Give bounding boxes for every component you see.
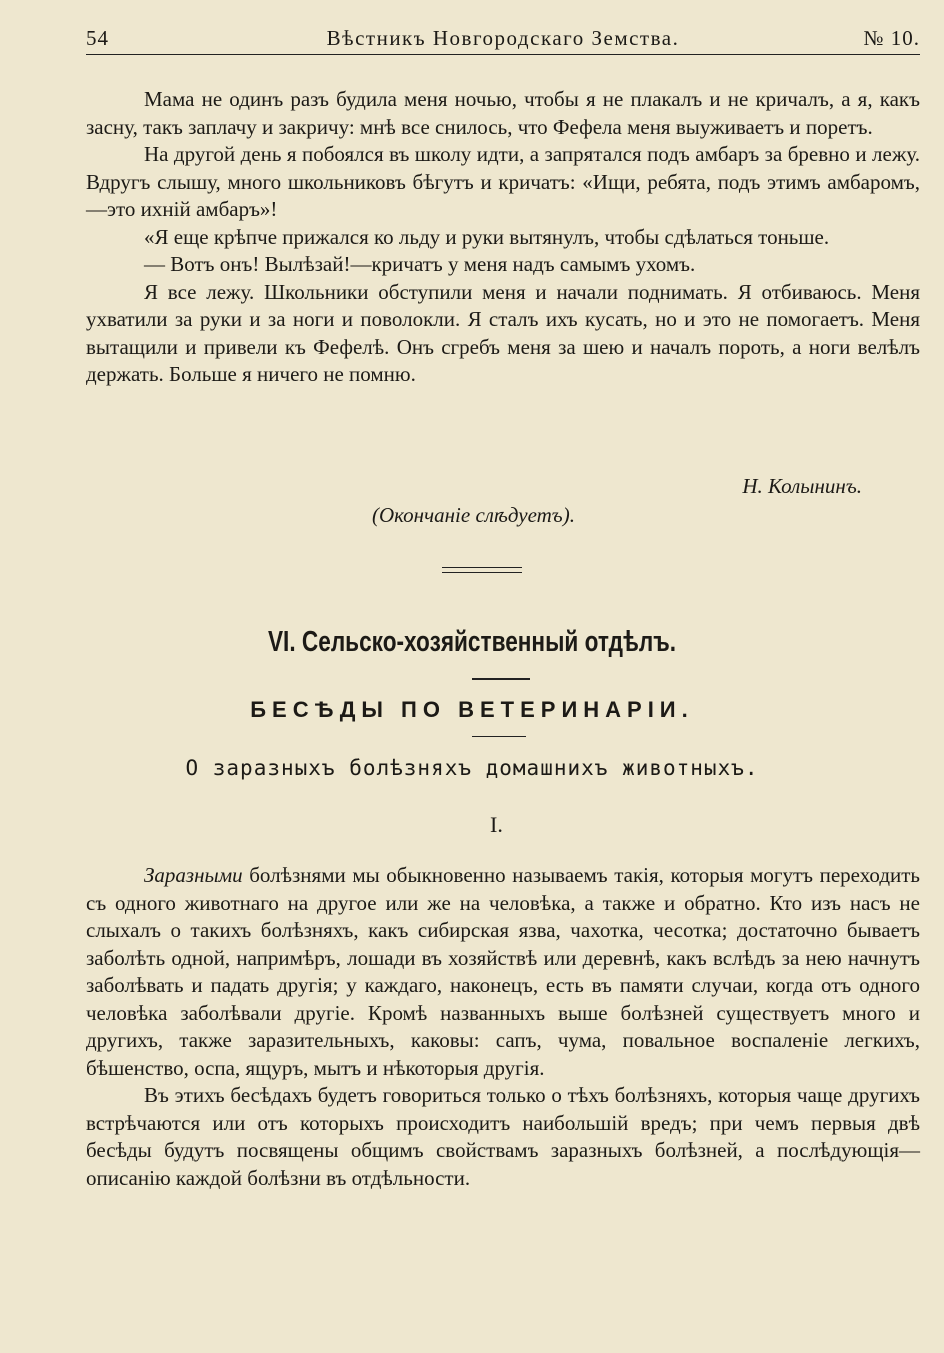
article-title: О заразныхъ болѣзняхъ домашнихъ животныхъ. (185, 756, 759, 780)
subsection-title: БЕСѢДЫ ПО ВЕТЕРИНАРІИ. (250, 697, 694, 722)
page-number: 54 (86, 26, 109, 50)
paragraph-text: болѣзнями мы обыкновенно называемъ такія, которыя могутъ переходить съ одного животнаго на другое или же на человѣка, а также и обратно. Кто изъ насъ не слыхалъ о такихъ болѣзняхъ, какъ сибирская язва, чахотка, чесотка; достаточно бываетъ заболѣть одной, напримѣръ, лошади въ хозяйствѣ или деревнѣ, какъ вслѣдъ за нею начнутъ заболѣвать и падать другія; у каждаго, наконецъ, есть въ памяти случаи, когда отъ одного человѣка заболѣвали другіе. Кромѣ названныхъ выше болѣзней существуетъ много и другихъ, также заразительныхъ, каковы: сапъ, чума, повальное воспаленіе легкихъ, бѣшенство, оспа, ящуръ, мытъ и нѣкоторыя другія. (86, 863, 920, 1080)
part-number: I. (490, 812, 503, 837)
header-rule (86, 54, 920, 55)
paragraph (86, 862, 920, 1082)
article-text (86, 862, 920, 1192)
author-signature: Н. Колынинъ. (742, 474, 862, 498)
double-divider (442, 567, 522, 573)
subsection-rule (472, 736, 526, 737)
continued-note: (Окончаніе слѣдуетъ). (372, 503, 575, 527)
issue-number: № 10. (863, 26, 920, 50)
section-rule (472, 678, 530, 680)
page-header (86, 26, 920, 54)
paragraph: Въ этихъ бесѣдахъ будетъ говориться только о тѣхъ болѣзняхъ, которыя чаще другихъ встрѣчаются или отъ которыхъ происходитъ наибольшій вредъ; при чемъ первыя двѣ бесѣды будутъ посвящены общимъ свойствамъ заразныхъ болѣзней, а послѣдующія—описанію каждой болѣзни въ отдѣльности. (86, 1083, 920, 1190)
emphasized-term: Заразными (144, 863, 243, 887)
paragraph: «Я еще крѣпче прижался ко льду и руки вытянулъ, чтобы сдѣлаться тоньше. (144, 224, 830, 249)
story-text (86, 86, 920, 389)
section-title: VI. Сельско-хозяйственный отдѣлъ. (267, 626, 677, 658)
journal-title: Вѣстникъ Новгородскаго Земства. (326, 26, 680, 50)
paragraph: — Вотъ онъ! Вылѣзай!—кричатъ у меня надъ самымъ ухомъ. (144, 252, 696, 276)
paragraph: На другой день я побоялся въ школу идти, а запрятался подъ амбаръ за бревно и лежу. Вдругъ слышу, много школьниковъ бѣгутъ и кричатъ: «Ищи, ребята, подъ этимъ амбаромъ,—это ихній амбаръ»! (86, 142, 920, 221)
paragraph: Мама не одинъ разъ будила меня ночью, чтобы я не плакалъ и не кричалъ, а я, какъ засну, такъ заплачу и закричу: мнѣ все снилось, что Фефела меня выуживаетъ и поретъ. (86, 87, 920, 139)
paragraph: Я все лежу. Школьники обступили меня и начали поднимать. Я отбиваюсь. Меня ухватили за руки и за ноги и поволокли. Я сталъ ихъ кусать, но и это не помогаетъ. Меня вытащили и привели къ Фефелѣ. Онъ сгребъ меня за шею и началъ пороть, а ноги велѣлъ держать. Больше я ничего не помню. (86, 279, 920, 386)
